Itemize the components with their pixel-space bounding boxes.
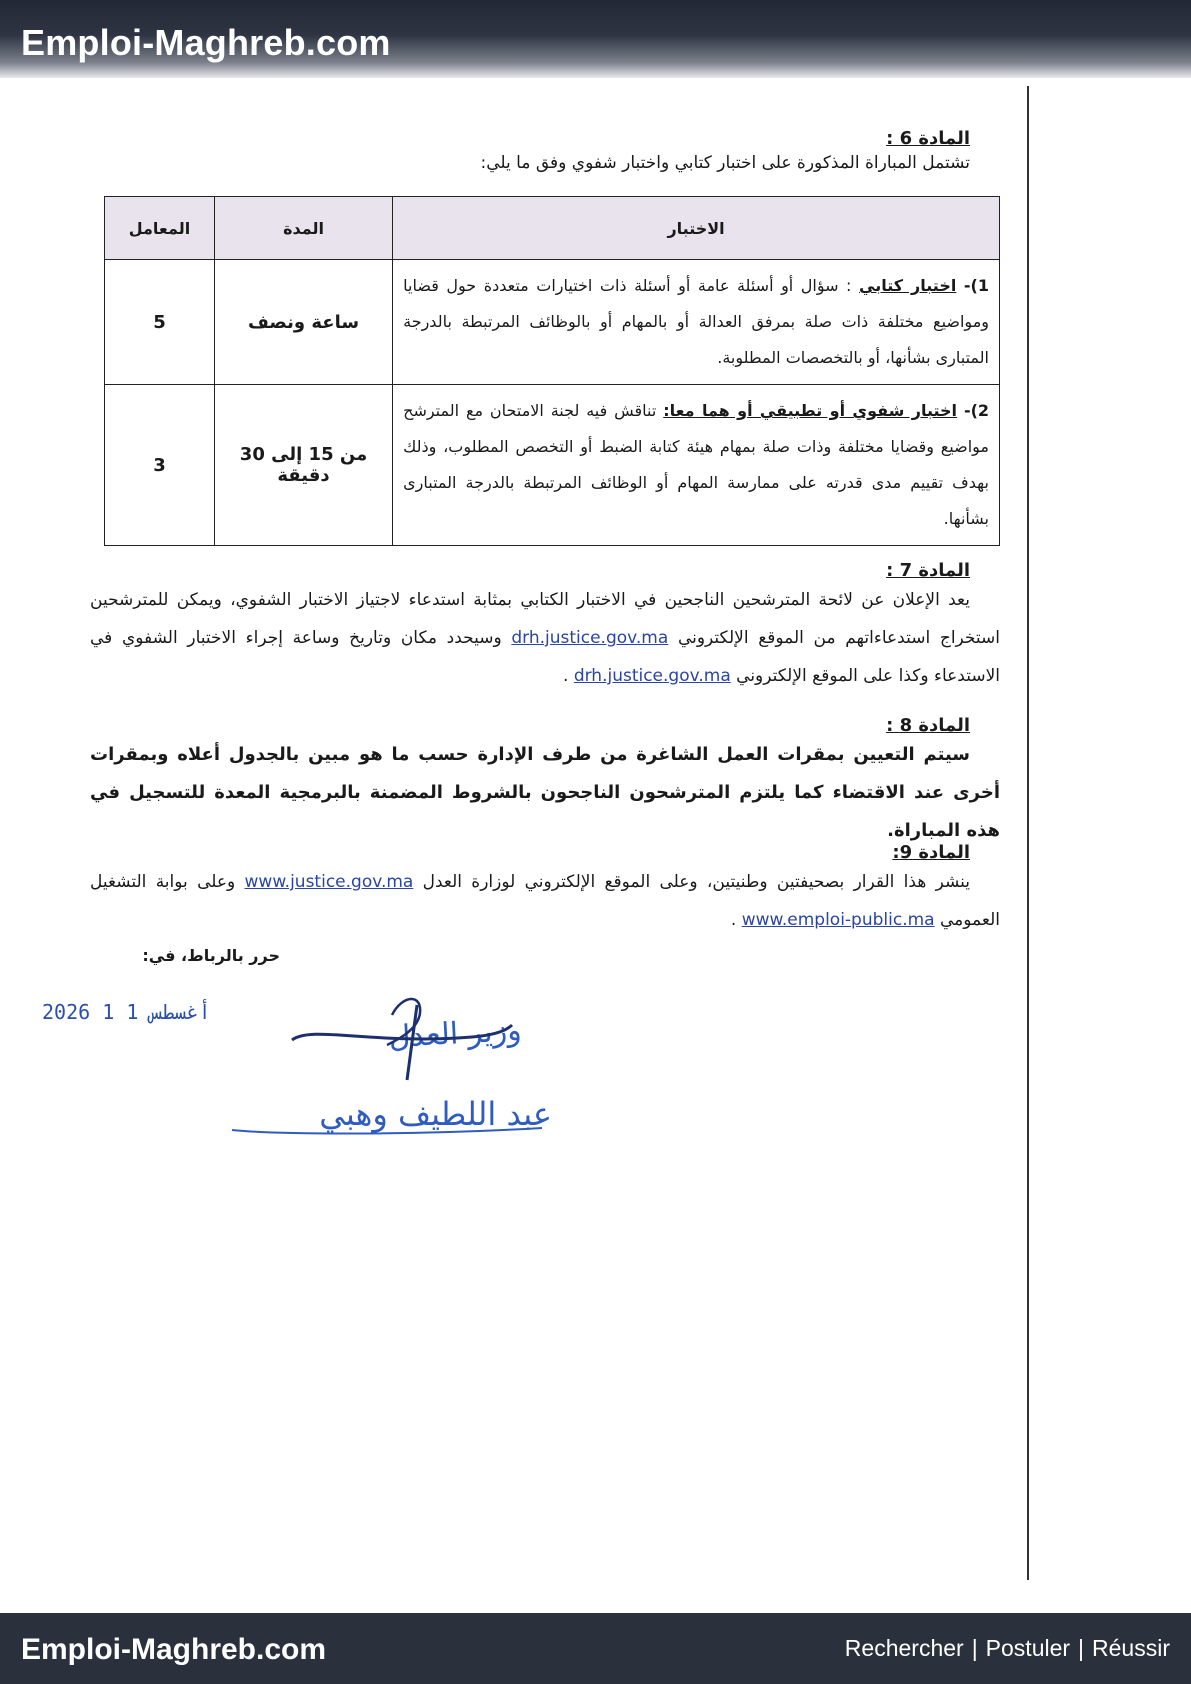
test-name: اختبار شفوي أو تطبيقي أو هما معا: — [663, 401, 958, 420]
nav-rechercher[interactable]: Rechercher — [844, 1635, 964, 1661]
article-8 — [90, 715, 1000, 850]
drh-justice-link[interactable]: drh.justice.gov.ma — [511, 628, 669, 648]
article-9 — [90, 842, 1000, 939]
done-at-line: حرر بالرباط، في: — [142, 946, 280, 965]
header-test: الاختبار — [393, 197, 1000, 260]
coefficient-cell: 3 — [105, 385, 215, 546]
emploi-public-link[interactable]: www.emploi-public.ma — [741, 910, 935, 930]
minister-signature — [222, 985, 562, 1155]
article-7-text-part1: يعد الإعلان عن لائحة المترشحين الناجحين في الاختبار الكتابي بمثابة استدعاء لاجتياز الاختبار الشفوي، ويمكن للمترشحين استخراج استدعاءاتهم من الموقع الإلكتروني — [90, 590, 1000, 648]
article-8-body: سيتم التعيين بمقرات العمل الشاغرة من طرف الإدارة حسب ما هو مبين بالجدول أعلاه وبمقرات أخرى عند الاقتضاء كما يلتزم المترشحون الناجحون بالشروط المضمنة بالبرمجية المعدة للتسجيل في هذه المباراة. — [90, 744, 1000, 841]
table-row — [105, 260, 1000, 385]
test-description: تناقش فيه لجنة الامتحان مع المترشح مواضيع وقضايا مختلفة وذات صلة بمهام هيئة كتابة الضبط أو التخصص المطلوب، وذلك بهدف تقييم مدى قدرته على ممارسة المهام أو الوظائف المرتبطة بالدرجة المتبارى بشأنها. — [403, 401, 989, 528]
signature-drawing — [222, 985, 562, 1155]
test-name: اختبار كتابي — [859, 276, 957, 295]
article-9-text-end: . — [730, 910, 737, 930]
test-number: 2)- — [963, 401, 990, 420]
article-7 — [90, 560, 1000, 695]
drh-justice-link-2[interactable]: drh.justice.gov.ma — [573, 666, 731, 686]
article-6 — [90, 128, 1000, 183]
test-cell — [393, 385, 1000, 546]
signature-name-text: عبد اللطيف وهبي — [319, 1095, 552, 1133]
article-9-text — [90, 863, 1000, 939]
article-7-text — [90, 581, 1000, 695]
footer-nav — [845, 1635, 1170, 1662]
coefficient-cell: 5 — [105, 260, 215, 385]
table-row — [105, 385, 1000, 546]
bottom-banner — [0, 1613, 1191, 1684]
article-8-text — [90, 736, 1000, 850]
header-coefficient: المعامل — [105, 197, 215, 260]
article-6-title: المادة 6 : — [886, 128, 970, 149]
site-brand[interactable]: Emploi-Maghreb.com — [21, 22, 391, 63]
nav-separator: | — [971, 1635, 978, 1661]
article-8-title: المادة 8 : — [886, 715, 970, 736]
exam-table — [104, 196, 1000, 546]
article-7-title: المادة 7 : — [886, 560, 970, 581]
article-7-text-end: . — [563, 666, 569, 686]
exam-table-header-row — [105, 197, 1000, 260]
duration-cell: من 15 إلى 30 دقيقة — [214, 385, 392, 546]
article-9-text-part2: وعلى بوابة التشغيل العمومي — [90, 872, 1000, 930]
article-6-intro: تشتمل المباراة المذكورة على اختبار كتابي واختبار شفوي وفق ما يلي: — [480, 153, 970, 173]
article-9-text-part1: ينشر هذا القرار بصحيفتين وطنيتين، وعلى الموقع الإلكتروني لوزارة العدل — [422, 872, 970, 892]
article-9-title: المادة 9: — [892, 842, 970, 863]
nav-postuler[interactable]: Postuler — [985, 1635, 1071, 1661]
justice-gov-link[interactable]: www.justice.gov.ma — [244, 872, 414, 892]
stamp-date-text: 2026 أغسطس 1 1 — [42, 1000, 211, 1024]
nav-reussir[interactable]: Réussir — [1092, 1635, 1170, 1661]
test-cell — [393, 260, 1000, 385]
top-banner — [0, 0, 1191, 78]
test-description: : سؤال أو أسئلة عامة أو أسئلة ذات اختيارات متعددة حول قضايا ومواضيع مختلفة ذات صلة بمرفق العدالة أو بالمهام أو بالوظائف المرتبطة بالدرجة المتبارى بشأنها، أو بالتخصصات المطلوبة. — [403, 276, 989, 367]
test-number: 1)- — [963, 276, 989, 295]
nav-separator: | — [1078, 1635, 1085, 1661]
article-7-text-part2: وسيحدد مكان وتاريخ وساعة إجراء الاختبار الشفوي في الاستدعاء وكذا على الموقع الإلكتروني — [90, 628, 1000, 686]
footer-brand[interactable]: Emploi-Maghreb.com — [21, 1633, 327, 1666]
signature-title-text: وزير العدل — [387, 1013, 523, 1055]
header-duration: المدة — [214, 197, 392, 260]
duration-cell: ساعة ونصف — [214, 260, 392, 385]
margin-rule — [1027, 86, 1029, 1580]
stamp-date — [42, 1000, 211, 1024]
